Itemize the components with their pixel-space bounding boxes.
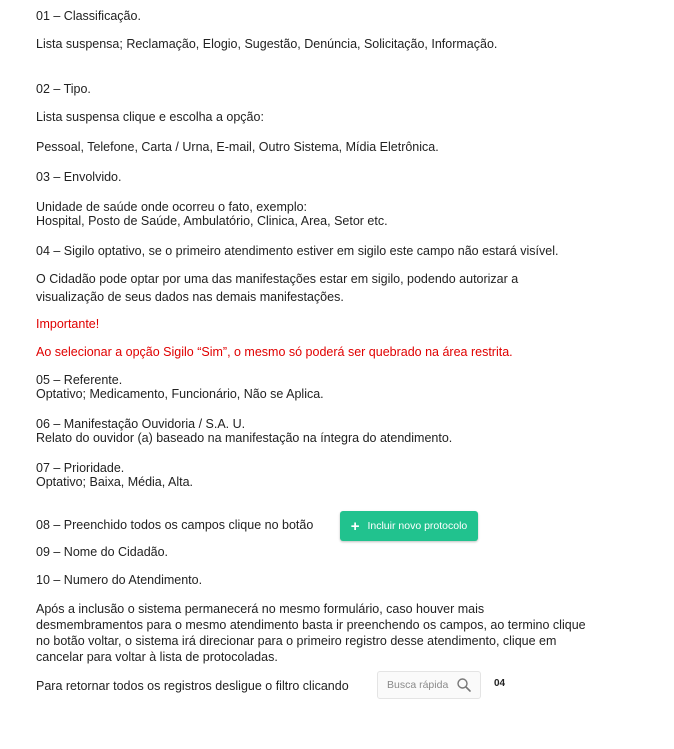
section-01-title: 01 – Classificação. (36, 9, 141, 23)
section-02-options: Pessoal, Telefone, Carta / Urna, E-mail, Outro Sistema, Mídia Eletrônica. (36, 140, 439, 154)
section-01-text: Lista suspensa; Reclamação, Elogio, Sugestão, Denúncia, Solicitação, Informação. (36, 37, 498, 51)
callout-number: 04 (494, 678, 506, 689)
quick-search-placeholder: Busca rápida (387, 679, 449, 691)
section-03-examples: Hospital, Posto de Saúde, Ambulatório, Clinica, Area, Setor etc. (36, 214, 388, 228)
section-06-text: Relato do ouvidor (a) baseado na manifestação na íntegra do atendimento. (36, 431, 453, 445)
important-label: Importante! (36, 317, 100, 331)
search-icon (456, 677, 472, 693)
important-note: Ao selecionar a opção Sigilo “Sim”, o mesmo só poderá ser quebrado na área restrita. (36, 345, 513, 359)
add-protocol-button[interactable] (340, 511, 478, 541)
section-02-title: 02 – Tipo. (36, 82, 91, 96)
section-03-text: Unidade de saúde onde ocorreu o fato, exemplo: (36, 200, 308, 214)
add-protocol-label: Incluir novo protocolo (367, 520, 468, 532)
filter-text: Para retornar todos os registros desligue o filtro clicando (36, 679, 349, 693)
section-08-text: 08 – Preenchido todos os campos clique no botão (36, 518, 314, 532)
section-09-title: 09 – Nome do Cidadão. (36, 545, 169, 559)
section-02-text: Lista suspensa clique e escolha a opção: (36, 110, 264, 124)
after-insert-text-1: Após a inclusão o sistema permanecerá no mesmo formulário, caso houver mais (36, 602, 485, 616)
after-insert-text-4: cancelar para voltar à lista de protocoladas. (36, 650, 278, 664)
section-10-title: 10 – Numero do Atendimento. (36, 573, 203, 587)
section-03-title: 03 – Envolvido. (36, 170, 122, 184)
section-07-text: Optativo; Baixa, Média, Alta. (36, 475, 194, 489)
section-05-title: 05 – Referente. (36, 373, 123, 387)
after-insert-text-2: desmembramentos para o mesmo atendimento basta ir preenchendo os campos, ao termino clique (36, 618, 586, 632)
section-07-title: 07 – Prioridade. (36, 461, 125, 475)
section-05-text: Optativo; Medicamento, Funcionário, Não se Aplica. (36, 387, 324, 401)
section-06-title: 06 – Manifestação Ouvidoria / S.A. U. (36, 417, 246, 431)
after-insert-text-3: no botão voltar, o sistema irá direcionar para o primeiro registro desse atendimento, clique em (36, 634, 557, 648)
quick-search-input[interactable] (377, 671, 481, 699)
plus-icon: + (350, 517, 360, 535)
section-04-title: 04 – Sigilo optativo, se o primeiro atendimento estiver em sigilo este campo não estará visível. (36, 244, 559, 258)
section-04-text-1: O Cidadão pode optar por uma das manifestações estar em sigilo, podendo autorizar a (36, 272, 519, 286)
section-04-text-2: visualização de seus dados nas demais manifestações. (36, 290, 344, 304)
